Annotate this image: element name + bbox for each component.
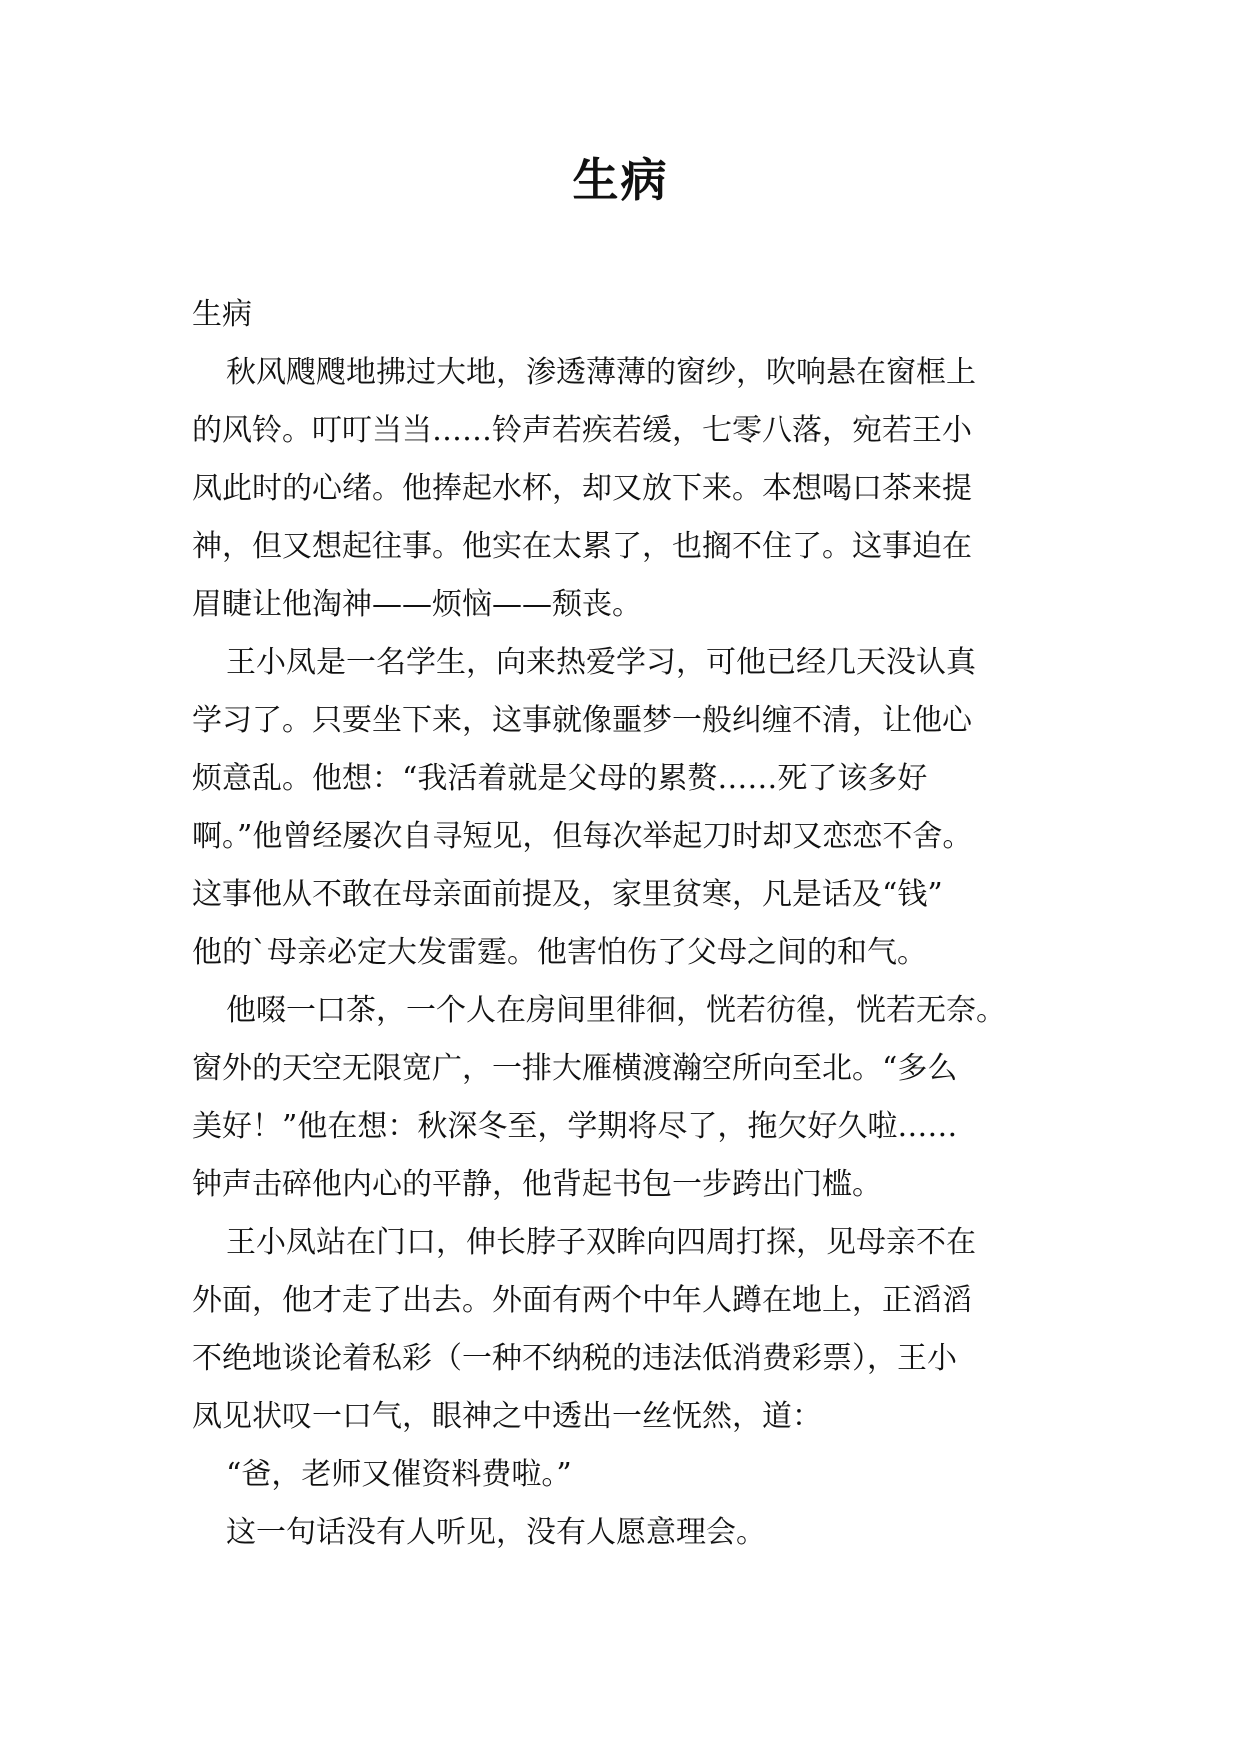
body-line: 钟声击碎他内心的平静，他背起书包一步跨出门槛。 — [192, 1167, 882, 1202]
body-line: 凤此时的心绪。他捧起水杯，却又放下来。本想喝口茶来提 — [192, 471, 972, 506]
document-title: 生病 — [572, 153, 669, 207]
body-line: 学习了。只要坐下来，这事就像噩梦一般纠缠不清，让他心 — [192, 703, 972, 738]
body-line: 他的`母亲必定大发雷霆。他害怕伤了父母之间的和气。 — [192, 935, 927, 970]
body-line: 啊。”他曾经屡次自寻短见，但每次举起刀时却又恋恋不舍。 — [192, 819, 973, 854]
body-line: 凤见状叹一口气，眼神之中透出一丝怃然，道： — [192, 1399, 822, 1434]
body-line: 眉睫让他淘神——烦恼——颓丧。 — [192, 587, 642, 622]
body-line: 这事他从不敢在母亲面前提及，家里贫寒，凡是话及“钱” — [192, 877, 943, 912]
body-line: 他啜一口茶，一个人在房间里徘徊，恍若彷徨，恍若无奈。 — [226, 993, 1006, 1028]
body-line: 烦意乱。他想：“我活着就是父母的累赘……死了该多好 — [192, 761, 928, 796]
body-line: 不绝地谈论着私彩（一种不纳税的违法低消费彩票），王小 — [192, 1341, 957, 1376]
body-line: 这一句话没有人听见，没有人愿意理会。 — [226, 1515, 766, 1550]
document-body — [192, 286, 1072, 1562]
body-line: 外面，他才走了出去。外面有两个中年人蹲在地上，正滔滔 — [192, 1283, 972, 1318]
body-line: “爸，老师又催资料费啦。” — [226, 1457, 572, 1492]
body-line: 生病 — [192, 297, 252, 332]
body-line: 秋风飕飕地拂过大地，渗透薄薄的窗纱，吹响悬在窗框上 — [226, 355, 976, 390]
body-line: 王小凤站在门口，伸长脖子双眸向四周打探，见母亲不在 — [226, 1225, 976, 1260]
body-line: 窗外的天空无限宽广，一排大雁横渡瀚空所向至北。“多么 — [192, 1051, 958, 1086]
body-line: 的风铃。叮叮当当……铃声若疾若缓，七零八落，宛若王小 — [192, 413, 972, 448]
body-line: 王小凤是一名学生，向来热爱学习，可他已经几天没认真 — [226, 645, 976, 680]
body-line: 神，但又想起往事。他实在太累了，也搁不住了。这事迫在 — [192, 529, 972, 564]
body-line: 美好！”他在想：秋深冬至，学期将尽了，拖欠好久啦…… — [192, 1109, 958, 1144]
